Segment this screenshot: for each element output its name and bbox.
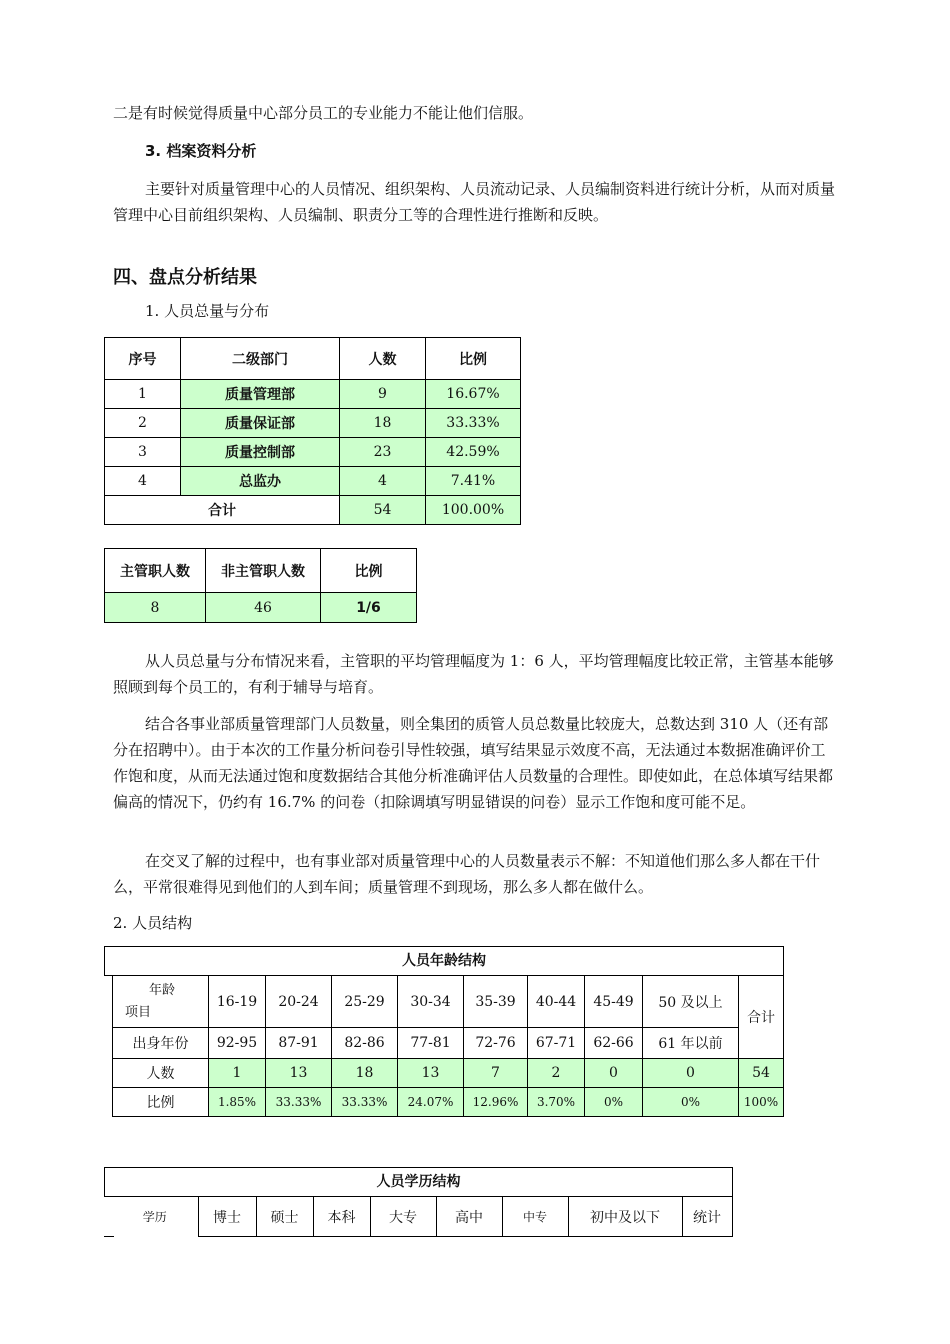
managers-value: 8	[105, 593, 206, 623]
headcount-value: 0	[585, 1059, 643, 1088]
total-ratio: 100.00%	[426, 496, 521, 525]
row-count: 9	[340, 380, 426, 409]
age-corner-cell	[113, 976, 209, 1028]
ratio-value: 0%	[585, 1088, 643, 1117]
ratio-value: 33.33%	[266, 1088, 332, 1117]
row-ratio: 33.33%	[426, 409, 521, 438]
analysis-paragraph-2: 结合各事业部质量管理部门人员数量，则全集团的质管人员总数量比较庞大，总数达到 310 人（还有部分在招聘中）。由于本次的工作量分析问卷引导性较强，填写结果显示效度不高，无法通过本数据准确评价工作饱和度，从而无法通过饱和度数据结合其他分析准确评估人员数量的合理性。即使如此，在总体填写结果都偏高的情况下，仍约有 16.7% 的问卷（扣除调填写明显错误的问卷）显示工作饱和度可能不足。	[113, 715, 834, 811]
headcount-value: 0	[643, 1059, 739, 1088]
subsection-1-title: 1. 人员总量与分布	[145, 302, 270, 320]
age-range: 30-34	[398, 976, 464, 1028]
table-row	[105, 409, 521, 438]
headcount-value: 13	[266, 1059, 332, 1088]
birth-year: 82-86	[332, 1028, 398, 1059]
row-no: 1	[105, 380, 181, 409]
ratio-value: 12.96%	[464, 1088, 528, 1117]
intro-paragraph: 二是有时候觉得质量中心部分员工的专业能力不能让他们信服。	[113, 104, 534, 122]
education-level: 高中	[436, 1197, 502, 1237]
headcount-value: 2	[528, 1059, 585, 1088]
span-ratio-value: 1/6	[321, 593, 417, 623]
age-range: 25-29	[332, 976, 398, 1028]
education-level: 博士	[198, 1197, 256, 1237]
row-count: 4	[340, 467, 426, 496]
headcount-total: 54	[739, 1059, 784, 1088]
row-no: 2	[105, 409, 181, 438]
birth-year-label: 出身年份	[113, 1028, 209, 1059]
row-dept: 总监办	[181, 467, 340, 496]
ratio-value: 24.07%	[398, 1088, 464, 1117]
birth-year: 92-95	[209, 1028, 266, 1059]
edu-table-title: 人员学历结构	[104, 1167, 733, 1197]
section-4-title: 四、盘点分析结果	[113, 267, 257, 288]
age-range: 16-19	[209, 976, 266, 1028]
birth-year: 87-91	[266, 1028, 332, 1059]
row-count: 23	[340, 438, 426, 467]
education-level: 大专	[370, 1197, 436, 1237]
manager-ratio-table	[104, 548, 417, 623]
education-level: 本科	[313, 1197, 370, 1237]
table-row	[105, 380, 521, 409]
age-range-row	[113, 976, 784, 1028]
section-3-paragraph: 主要针对质量管理中心的人员情况、组织架构、人员流动记录、人员编制资料进行统计分析，从而对质量管理中心目前组织架构、人员编制、职责分工等的合理性进行推断和反映。	[113, 180, 836, 224]
header-ratio: 比例	[426, 338, 521, 380]
section-3-title: 3. 档案资料分析	[145, 142, 257, 160]
row-dept: 质量控制部	[181, 438, 340, 467]
ratio-total: 100%	[739, 1088, 784, 1117]
subsection-2-title: 2. 人员结构	[113, 914, 193, 932]
age-range: 40-44	[528, 976, 585, 1028]
ratio-row	[113, 1088, 784, 1117]
age-range: 45-49	[585, 976, 643, 1028]
ratio-label: 比例	[113, 1088, 209, 1117]
header-dept: 二级部门	[181, 338, 340, 380]
headcount-value: 1	[209, 1059, 266, 1088]
headcount-label: 人数	[113, 1059, 209, 1088]
birth-year: 72-76	[464, 1028, 528, 1059]
education-level: 硕士	[256, 1197, 313, 1237]
row-dept: 质量保证部	[181, 409, 340, 438]
age-range: 35-39	[464, 976, 528, 1028]
age-range: 50 及以上	[643, 976, 739, 1028]
education-structure-table	[112, 1196, 733, 1237]
row-ratio: 7.41%	[426, 467, 521, 496]
ratio-value: 3.70%	[528, 1088, 585, 1117]
total-label: 合计	[105, 496, 340, 525]
row-count: 18	[340, 409, 426, 438]
row-dept: 质量管理部	[181, 380, 340, 409]
header-managers: 主管职人数	[105, 549, 206, 593]
corner-age-label: 年龄	[149, 982, 176, 998]
row-ratio: 42.59%	[426, 438, 521, 467]
ratio-value: 1.85%	[209, 1088, 266, 1117]
birth-year: 67-71	[528, 1028, 585, 1059]
total-count: 54	[340, 496, 426, 525]
dept-distribution-table	[104, 337, 521, 525]
header-no: 序号	[105, 338, 181, 380]
analysis-paragraph-3: 在交叉了解的过程中，也有事业部对质量管理中心的人员数量表示不解：不知道他们那么多人都在干什么，平常很难得见到他们的人到车间；质量管理不到现场，那么多人都在做什么。	[113, 852, 821, 896]
education-total-header: 统计	[682, 1197, 732, 1237]
headcount-value: 13	[398, 1059, 464, 1088]
birth-year: 61 年以前	[643, 1028, 739, 1059]
birth-year-row	[113, 1028, 784, 1059]
ratio-value: 33.33%	[332, 1088, 398, 1117]
ratio-value: 0%	[643, 1088, 739, 1117]
headcount-row	[113, 1059, 784, 1088]
total-row	[105, 496, 521, 525]
age-table-title: 人员年龄结构	[104, 946, 784, 976]
birth-year: 77-81	[398, 1028, 464, 1059]
education-label: 学历	[112, 1197, 198, 1237]
row-no: 3	[105, 438, 181, 467]
header-count: 人数	[340, 338, 426, 380]
table-row	[105, 467, 521, 496]
analysis-paragraph-1: 从人员总量与分布情况来看，主管职的平均管理幅度为 1：6 人，平均管理幅度比较正常，主管基本能够照顾到每个员工的，有利于辅导与培育。	[113, 652, 834, 696]
age-total-header: 合计	[739, 976, 784, 1059]
birth-year: 62-66	[585, 1028, 643, 1059]
row-ratio: 16.67%	[426, 380, 521, 409]
age-structure-table	[112, 975, 784, 1117]
corner-item-label: 项目	[125, 1004, 152, 1020]
non-managers-value: 46	[206, 593, 321, 623]
education-level-row	[112, 1197, 732, 1237]
row-no: 4	[105, 467, 181, 496]
education-level: 初中及以下	[568, 1197, 682, 1237]
header-span-ratio: 比例	[321, 549, 417, 593]
headcount-value: 18	[332, 1059, 398, 1088]
age-range: 20-24	[266, 976, 332, 1028]
table-row	[105, 438, 521, 467]
edu-table-bottom-rule	[104, 1236, 114, 1237]
dept-table-header	[105, 338, 521, 380]
header-non-managers: 非主管职人数	[206, 549, 321, 593]
table-row	[105, 593, 417, 623]
manager-table-header	[105, 549, 417, 593]
headcount-value: 7	[464, 1059, 528, 1088]
education-level: 中专	[502, 1197, 568, 1237]
